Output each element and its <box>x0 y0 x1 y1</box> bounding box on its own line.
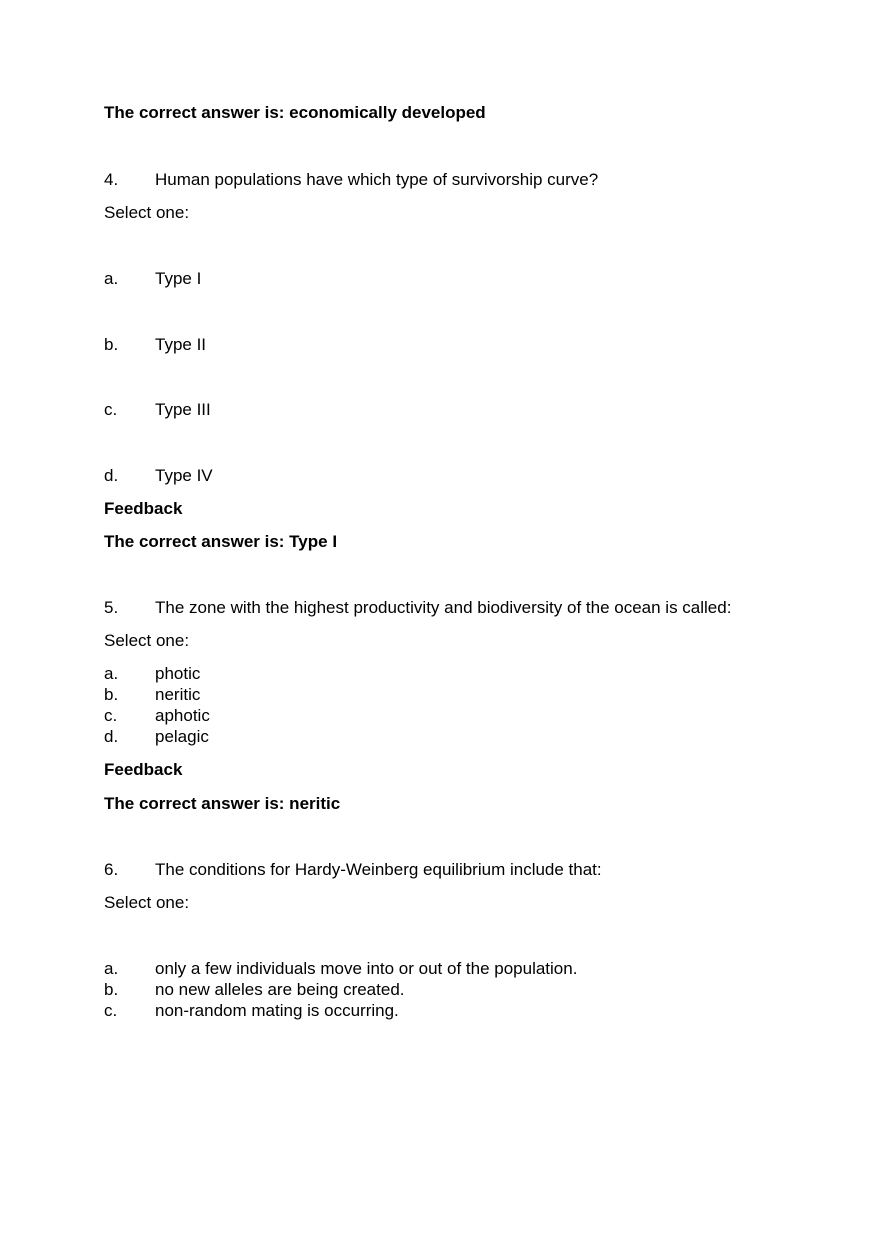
question-4-text: Human populations have which type of survivorship curve? <box>155 170 599 189</box>
question-6-select-prompt: Select one: <box>104 893 190 912</box>
question-5-correct-answer: The correct answer is: neritic <box>104 794 341 813</box>
option-letter: d. <box>104 727 119 746</box>
option-letter: c. <box>104 1001 118 1020</box>
option-text: no new alleles are being created. <box>155 980 405 999</box>
option-text: aphotic <box>155 706 210 725</box>
question-4-select-prompt: Select one: <box>104 203 190 222</box>
option-text: non-random mating is occurring. <box>155 1001 399 1020</box>
question-5-number: 5. <box>104 598 119 617</box>
question-6-number: 6. <box>104 860 119 879</box>
option-text: pelagic <box>155 727 209 746</box>
question-5-feedback-label: Feedback <box>104 760 183 779</box>
question-4-correct-answer: The correct answer is: Type I <box>104 532 338 551</box>
option-letter: c. <box>104 400 118 419</box>
option-text: neritic <box>155 685 201 704</box>
option-text: Type III <box>155 400 211 419</box>
question-5-text: The zone with the highest productivity and biodiversity of the ocean is called: <box>155 598 732 617</box>
option-letter: d. <box>104 466 119 485</box>
option-text: Type I <box>155 269 202 288</box>
question-6-text: The conditions for Hardy-Weinberg equilibrium include that: <box>155 860 602 879</box>
option-letter: a. <box>104 959 119 978</box>
option-letter: b. <box>104 335 119 354</box>
question-4-feedback-label: Feedback <box>104 499 183 518</box>
question-5-select-prompt: Select one: <box>104 631 190 650</box>
option-letter: b. <box>104 685 119 704</box>
previous-correct-answer: The correct answer is: economically developed <box>104 103 486 122</box>
option-letter: b. <box>104 980 119 999</box>
option-letter: a. <box>104 664 119 683</box>
option-text: only a few individuals move into or out of the population. <box>155 959 578 978</box>
option-text: Type IV <box>155 466 213 485</box>
option-letter: a. <box>104 269 119 288</box>
question-4-number: 4. <box>104 170 119 189</box>
option-text: photic <box>155 664 201 683</box>
option-text: Type II <box>155 335 207 354</box>
option-letter: c. <box>104 706 118 725</box>
